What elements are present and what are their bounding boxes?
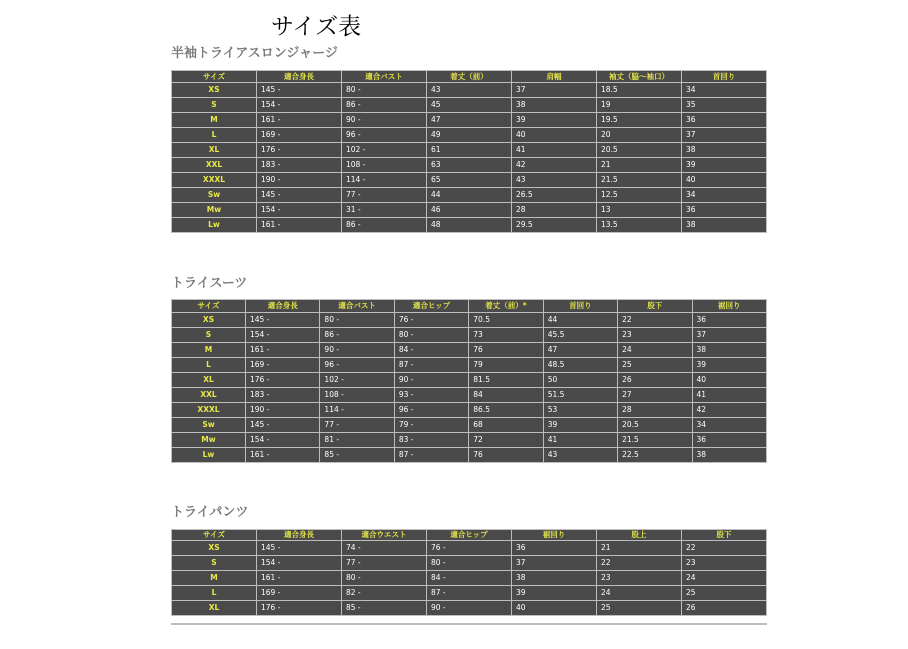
- table-cell: 79: [469, 358, 543, 373]
- table-cell: 43: [427, 83, 512, 98]
- table-cell: 87 -: [394, 358, 468, 373]
- table-cell: 176 -: [246, 373, 320, 388]
- table-cell: 79 -: [394, 418, 468, 433]
- size-cell: M: [172, 113, 257, 128]
- table-cell: 45: [427, 98, 512, 113]
- table-cell: 23: [597, 571, 682, 586]
- table-cell: 154 -: [246, 328, 320, 343]
- table-row: [172, 448, 767, 463]
- table-cell: 47: [427, 113, 512, 128]
- table-cell: 43: [543, 448, 617, 463]
- column-header: 着丈（前）*: [469, 300, 543, 313]
- table-cell: 145 -: [246, 313, 320, 328]
- table-cell: 22: [682, 541, 767, 556]
- table-cell: 76: [469, 448, 543, 463]
- table-cell: 42: [512, 158, 597, 173]
- table-row: [172, 433, 767, 448]
- table-cell: 72: [469, 433, 543, 448]
- table-cell: 39: [512, 113, 597, 128]
- table-row: [172, 128, 767, 143]
- table-header-row: [172, 71, 767, 83]
- table-cell: 161 -: [257, 218, 342, 233]
- column-header: 適合ヒップ: [394, 300, 468, 313]
- table-cell: 84: [469, 388, 543, 403]
- table-cell: 63: [427, 158, 512, 173]
- size-cell: XXXL: [172, 173, 257, 188]
- column-header: 裾回り: [692, 300, 766, 313]
- table-row: [172, 313, 767, 328]
- table-cell: 83 -: [394, 433, 468, 448]
- size-cell: XXXL: [172, 403, 246, 418]
- table-cell: 108 -: [320, 388, 394, 403]
- table-cell: 34: [682, 83, 767, 98]
- table-cell: 48: [427, 218, 512, 233]
- column-header: 肩幅: [512, 71, 597, 83]
- table-cell: 154 -: [257, 98, 342, 113]
- table-cell: 154 -: [246, 433, 320, 448]
- table-cell: 39: [692, 358, 766, 373]
- table-cell: 76: [469, 343, 543, 358]
- table-cell: 154 -: [257, 203, 342, 218]
- table-cell: 22.5: [618, 448, 692, 463]
- table-cell: 93 -: [394, 388, 468, 403]
- table-cell: 40: [512, 128, 597, 143]
- table-row: [172, 403, 767, 418]
- table-cell: 40: [512, 601, 597, 616]
- column-header: 着丈（前）: [427, 71, 512, 83]
- table-cell: 86 -: [342, 98, 427, 113]
- table-cell: 96 -: [394, 403, 468, 418]
- table-cell: 25: [597, 601, 682, 616]
- table-cell: 46: [427, 203, 512, 218]
- table-cell: 86 -: [320, 328, 394, 343]
- table-header-row: [172, 300, 767, 313]
- table-cell: 38: [682, 143, 767, 158]
- table-cell: 41: [692, 388, 766, 403]
- size-cell: XS: [172, 541, 257, 556]
- size-cell: Mw: [172, 433, 246, 448]
- table-cell: 13: [597, 203, 682, 218]
- table-cell: 90 -: [320, 343, 394, 358]
- table-cell: 37: [682, 128, 767, 143]
- table-cell: 37: [512, 556, 597, 571]
- table-cell: 145 -: [257, 188, 342, 203]
- table-cell: 90 -: [394, 373, 468, 388]
- table-cell: 65: [427, 173, 512, 188]
- table-cell: 183 -: [257, 158, 342, 173]
- column-header: サイズ: [172, 71, 257, 83]
- table-cell: 24: [597, 586, 682, 601]
- table-cell: 45.5: [543, 328, 617, 343]
- table-cell: 38: [512, 98, 597, 113]
- table-row: [172, 98, 767, 113]
- table-row: [172, 388, 767, 403]
- table-cell: 80 -: [427, 556, 512, 571]
- table-cell: 21.5: [597, 173, 682, 188]
- table-cell: 85 -: [342, 601, 427, 616]
- table-cell: 20: [597, 128, 682, 143]
- table-cell: 31 -: [342, 203, 427, 218]
- table-cell: 24: [682, 571, 767, 586]
- table-row: [172, 556, 767, 571]
- table-row: [172, 601, 767, 616]
- column-header: 股下: [682, 530, 767, 541]
- table-cell: 25: [618, 358, 692, 373]
- size-cell: XL: [172, 143, 257, 158]
- section-title-pants: トライパンツ: [171, 505, 249, 520]
- table-cell: 38: [692, 343, 766, 358]
- column-header: 首回り: [682, 71, 767, 83]
- table-cell: 85 -: [320, 448, 394, 463]
- table-cell: 169 -: [246, 358, 320, 373]
- table-cell: 39: [682, 158, 767, 173]
- table-row: [172, 83, 767, 98]
- table-cell: 190 -: [257, 173, 342, 188]
- table-cell: 25: [682, 586, 767, 601]
- table-bottom-rule: [171, 623, 767, 625]
- table-cell: 176 -: [257, 143, 342, 158]
- table-cell: 86 -: [342, 218, 427, 233]
- table-cell: 21: [597, 541, 682, 556]
- table-cell: 26.5: [512, 188, 597, 203]
- table-cell: 74 -: [342, 541, 427, 556]
- size-cell: S: [172, 98, 257, 113]
- table-cell: 161 -: [257, 571, 342, 586]
- table-cell: 190 -: [246, 403, 320, 418]
- table-row: [172, 143, 767, 158]
- table-cell: 161 -: [246, 343, 320, 358]
- table-cell: 22: [597, 556, 682, 571]
- table-cell: 108 -: [342, 158, 427, 173]
- table-cell: 51.5: [543, 388, 617, 403]
- table-cell: 161 -: [257, 113, 342, 128]
- table-cell: 20.5: [597, 143, 682, 158]
- table-cell: 96 -: [320, 358, 394, 373]
- table-row: [172, 571, 767, 586]
- table-cell: 82 -: [342, 586, 427, 601]
- table-cell: 114 -: [342, 173, 427, 188]
- table-row: [172, 358, 767, 373]
- column-header: 適合身長: [257, 530, 342, 541]
- table-cell: 169 -: [257, 128, 342, 143]
- size-cell: Mw: [172, 203, 257, 218]
- table-row: [172, 586, 767, 601]
- table-cell: 81.5: [469, 373, 543, 388]
- table-cell: 87 -: [394, 448, 468, 463]
- table-row: [172, 343, 767, 358]
- table-cell: 102 -: [320, 373, 394, 388]
- table-cell: 35: [682, 98, 767, 113]
- table-cell: 169 -: [257, 586, 342, 601]
- table-cell: 39: [512, 586, 597, 601]
- column-header: 適合身長: [246, 300, 320, 313]
- table-cell: 77 -: [320, 418, 394, 433]
- table-header-row: [172, 530, 767, 541]
- size-cell: XS: [172, 83, 257, 98]
- table-cell: 80 -: [342, 83, 427, 98]
- table-cell: 80 -: [394, 328, 468, 343]
- table-row: [172, 158, 767, 173]
- table-cell: 36: [692, 313, 766, 328]
- table-cell: 23: [618, 328, 692, 343]
- column-header: 適合バスト: [320, 300, 394, 313]
- table-cell: 36: [512, 541, 597, 556]
- table-row: [172, 113, 767, 128]
- table-cell: 183 -: [246, 388, 320, 403]
- trisuit-size-table: [171, 299, 767, 463]
- table-cell: 53: [543, 403, 617, 418]
- column-header: 適合身長: [257, 71, 342, 83]
- table-row: [172, 173, 767, 188]
- table-cell: 176 -: [257, 601, 342, 616]
- size-cell: L: [172, 128, 257, 143]
- table-cell: 47: [543, 343, 617, 358]
- table-cell: 38: [512, 571, 597, 586]
- size-cell: XL: [172, 601, 257, 616]
- table-cell: 49: [427, 128, 512, 143]
- table-cell: 84 -: [427, 571, 512, 586]
- table-cell: 80 -: [342, 571, 427, 586]
- size-cell: XXL: [172, 388, 246, 403]
- table-cell: 50: [543, 373, 617, 388]
- table-cell: 41: [543, 433, 617, 448]
- table-cell: 81 -: [320, 433, 394, 448]
- table-cell: 20.5: [618, 418, 692, 433]
- table-cell: 114 -: [320, 403, 394, 418]
- size-cell: Sw: [172, 188, 257, 203]
- table-cell: 41: [512, 143, 597, 158]
- table-cell: 145 -: [257, 83, 342, 98]
- table-cell: 44: [427, 188, 512, 203]
- size-cell: S: [172, 556, 257, 571]
- column-header: サイズ: [172, 530, 257, 541]
- table-cell: 61: [427, 143, 512, 158]
- table-cell: 76 -: [427, 541, 512, 556]
- column-header: 首回り: [543, 300, 617, 313]
- table-cell: 28: [512, 203, 597, 218]
- table-row: [172, 218, 767, 233]
- table-cell: 38: [682, 218, 767, 233]
- table-cell: 29.5: [512, 218, 597, 233]
- size-cell: Sw: [172, 418, 246, 433]
- table-cell: 26: [682, 601, 767, 616]
- table-cell: 22: [618, 313, 692, 328]
- table-cell: 77 -: [342, 556, 427, 571]
- table-cell: 19: [597, 98, 682, 113]
- table-row: [172, 541, 767, 556]
- size-cell: L: [172, 586, 257, 601]
- column-header: 股下: [618, 300, 692, 313]
- size-cell: S: [172, 328, 246, 343]
- table-cell: 145 -: [257, 541, 342, 556]
- size-cell: Lw: [172, 218, 257, 233]
- pants-size-table: [171, 529, 767, 616]
- size-cell: M: [172, 571, 257, 586]
- table-cell: 21: [597, 158, 682, 173]
- table-cell: 90 -: [342, 113, 427, 128]
- column-header: 裾回り: [512, 530, 597, 541]
- table-cell: 19.5: [597, 113, 682, 128]
- table-cell: 48.5: [543, 358, 617, 373]
- table-cell: 26: [618, 373, 692, 388]
- table-cell: 34: [692, 418, 766, 433]
- table-cell: 40: [682, 173, 767, 188]
- table-cell: 102 -: [342, 143, 427, 158]
- table-cell: 36: [682, 113, 767, 128]
- table-cell: 36: [682, 203, 767, 218]
- table-cell: 90 -: [427, 601, 512, 616]
- size-cell: XL: [172, 373, 246, 388]
- table-cell: 24: [618, 343, 692, 358]
- section-title-trisuit: トライスーツ: [171, 276, 248, 291]
- table-cell: 42: [692, 403, 766, 418]
- table-cell: 40: [692, 373, 766, 388]
- table-cell: 12.5: [597, 188, 682, 203]
- table-cell: 76 -: [394, 313, 468, 328]
- table-cell: 23: [682, 556, 767, 571]
- table-cell: 86.5: [469, 403, 543, 418]
- table-cell: 154 -: [257, 556, 342, 571]
- table-cell: 18.5: [597, 83, 682, 98]
- size-cell: XS: [172, 313, 246, 328]
- size-cell: Lw: [172, 448, 246, 463]
- column-header: 適合ヒップ: [427, 530, 512, 541]
- column-header: 適合ウエスト: [342, 530, 427, 541]
- table-cell: 27: [618, 388, 692, 403]
- table-cell: 34: [682, 188, 767, 203]
- table-row: [172, 418, 767, 433]
- table-cell: 96 -: [342, 128, 427, 143]
- table-cell: 43: [512, 173, 597, 188]
- table-cell: 80 -: [320, 313, 394, 328]
- table-row: [172, 373, 767, 388]
- size-cell: L: [172, 358, 246, 373]
- table-cell: 77 -: [342, 188, 427, 203]
- table-cell: 36: [692, 433, 766, 448]
- table-cell: 87 -: [427, 586, 512, 601]
- table-row: [172, 188, 767, 203]
- section-title-jersey: 半袖トライアスロンジャージ: [171, 46, 338, 61]
- table-cell: 21.5: [618, 433, 692, 448]
- table-cell: 38: [692, 448, 766, 463]
- column-header: 袖丈（脇〜袖口）: [597, 71, 682, 83]
- table-cell: 44: [543, 313, 617, 328]
- column-header: 適合バスト: [342, 71, 427, 83]
- table-cell: 70.5: [469, 313, 543, 328]
- table-row: [172, 203, 767, 218]
- table-cell: 68: [469, 418, 543, 433]
- table-cell: 84 -: [394, 343, 468, 358]
- table-cell: 145 -: [246, 418, 320, 433]
- size-cell: M: [172, 343, 246, 358]
- table-cell: 28: [618, 403, 692, 418]
- jersey-size-table: [171, 70, 767, 233]
- table-cell: 161 -: [246, 448, 320, 463]
- table-row: [172, 328, 767, 343]
- table-cell: 13.5: [597, 218, 682, 233]
- size-cell: XXL: [172, 158, 257, 173]
- table-cell: 73: [469, 328, 543, 343]
- column-header: サイズ: [172, 300, 246, 313]
- table-cell: 37: [512, 83, 597, 98]
- table-cell: 39: [543, 418, 617, 433]
- table-cell: 37: [692, 328, 766, 343]
- page-title: サイズ表: [271, 14, 362, 40]
- column-header: 股上: [597, 530, 682, 541]
